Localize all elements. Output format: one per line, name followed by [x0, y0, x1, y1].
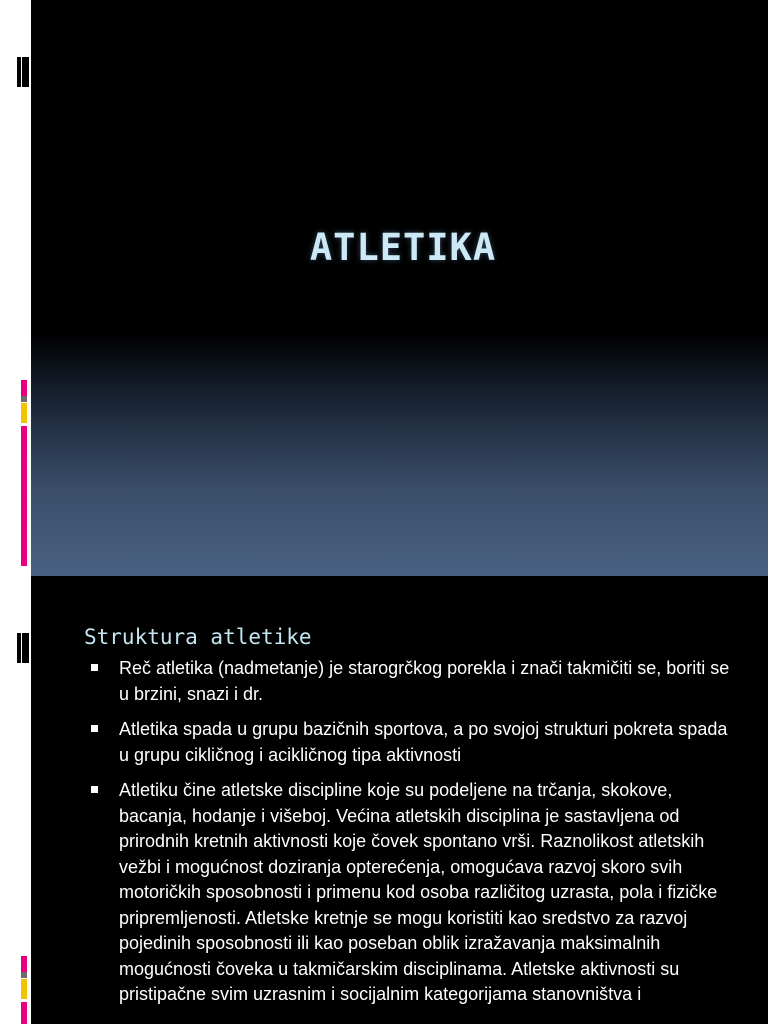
bullet-text: Atletiku čine atletske discipline koje su podeljene na trčanja, skokove, bacanja, hodanje i višeboj. Većina atletskih disciplina je sastavljena od prirodnih kretnih aktivnosti koje čovek spontano vrši. Raznolikost atletskih vežbi i mogućnost doziranja opterećenja, omogućava razvoj skoro svih motoričkih sposobnosti i primenu kod osoba različitog uzrasta, pola i fizičke pripremljenosti. Atletske kretnje se mogu koristiti kao sredstvo za razvoj pojedinih sposobnosti ili kao poseban oblik izražavanja maksimalnih mogućnosti čoveka u takmičarskim disciplinama. Atletske aktivnosti su pristipačne svim uzrasnim i socijalnim kategorijama stanovništva i [119, 780, 718, 1004]
bullet-list [90, 656, 730, 1018]
slide-heading: Struktura atletike [84, 625, 312, 649]
content-slide [0, 576, 768, 1024]
bullet-text: Atletika spada u grupu bazičnih sportova, a po svojoj strukturi pokreta spada u grupu cikličnog i acikličnog tipa aktivnosti [119, 719, 728, 765]
accent-bar-yellow [21, 979, 27, 999]
slide-title: ATLETIKA [309, 226, 497, 269]
left-marker-bar [17, 57, 21, 87]
accent-bar-pink [21, 1002, 27, 1024]
left-marker-bar [22, 633, 29, 663]
square-bullet-icon [91, 664, 98, 671]
accent-bar-pink [21, 956, 27, 972]
left-marker-bar [22, 57, 29, 87]
square-bullet-icon [91, 786, 98, 793]
bullet-item [90, 778, 730, 1008]
bullet-item [90, 656, 730, 707]
square-bullet-icon [91, 725, 98, 732]
accent-bar-gray [21, 396, 27, 402]
accent-bar-yellow [21, 403, 27, 423]
left-marker-bar [17, 633, 21, 663]
bullet-text: Reč atletika (nadmetanje) je starogrčkog porekla i znači takmičiti se, boriti se u brzini, snazi i dr. [119, 658, 730, 704]
accent-bar-pink [21, 426, 27, 566]
accent-bar-pink [21, 380, 27, 396]
bullet-item [90, 717, 730, 768]
accent-bar-gray [21, 972, 27, 978]
